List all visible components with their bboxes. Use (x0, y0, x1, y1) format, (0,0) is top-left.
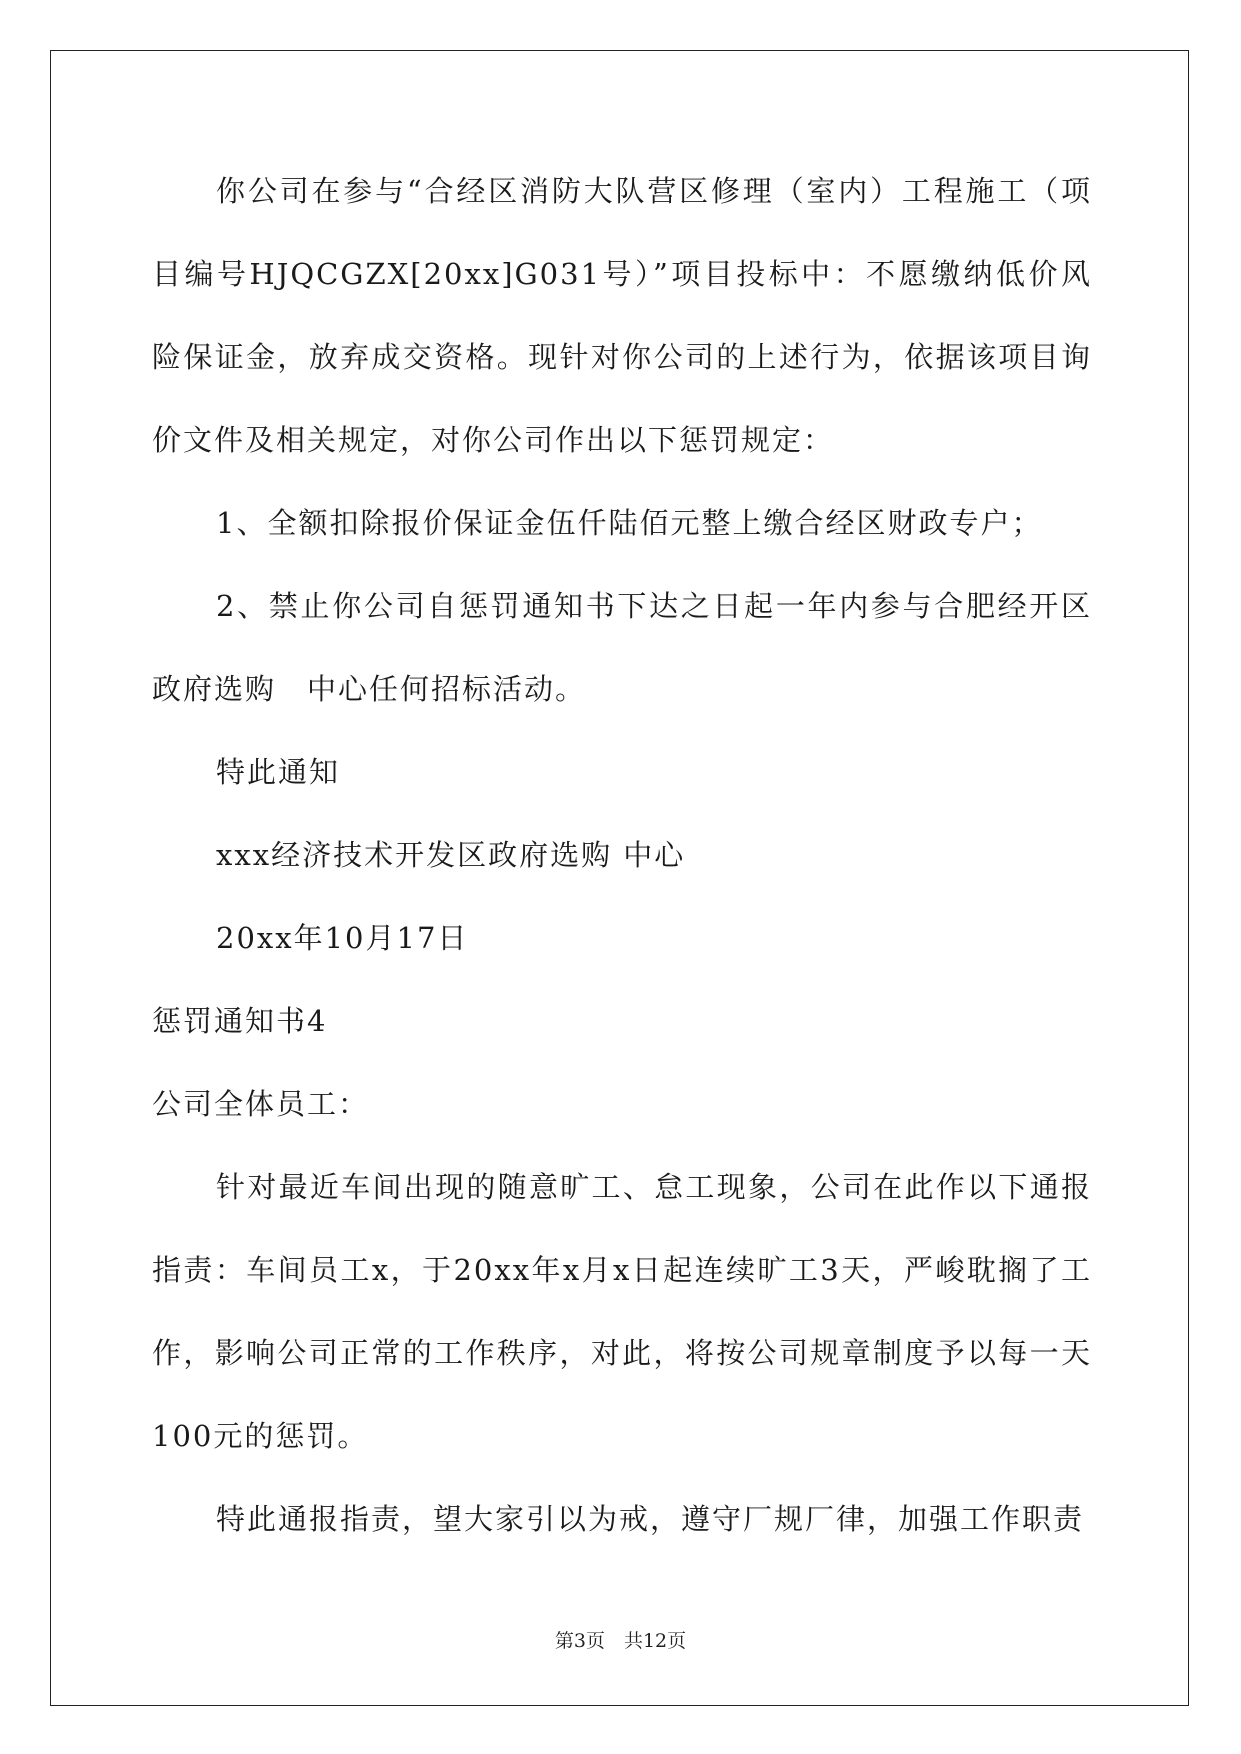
paragraph-issuer: xxx经济技术开发区政府选购 中心 (216, 838, 686, 872)
page-number-footer: 第3页 共12页 (554, 1630, 687, 1652)
section-heading: 惩罚通知书4 (152, 1004, 328, 1038)
paragraph-absence-report: 针对最近车间出现的随意旷工、怠工现象，公司在此作以下通报指责：车间员工x，于20xx年x月x日起连续旷工3天，严峻耽搁了工作，影响公司正常的工作秩序，对此，将按公司规章制度予以每一天100元的惩罚。 (152, 1170, 1092, 1453)
paragraph-salutation: 公司全体员工： (152, 1087, 370, 1121)
paragraph-penalty-item-2: 2、禁止你公司自惩罚通知书下达之日起一年内参与合肥经开区政府选购 中心任何招标活动。 (152, 589, 1092, 706)
paragraph-project-violation: 你公司在参与“合经区消防大队营区修理（室内）工程施工（项目编号HJQCGZX[20xx]G031号）”项目投标中：不愿缴纳低价风险保证金，放弃成交资格。现针对你公司的上述行为，依据该项目询价文件及相关规定，对你公司作出以下惩罚规定： (152, 174, 1092, 457)
document-body (152, 150, 1092, 1561)
paragraph-date: 20xx年10月17日 (216, 921, 469, 955)
paragraph-notice-closing: 特此通知 (216, 755, 341, 789)
paragraph-warning: 特此通报指责，望大家引以为戒，遵守厂规厂律，加强工作职责 (216, 1502, 1085, 1536)
paragraph-penalty-item-1: 1、全额扣除报价保证金伍仟陆佰元整上缴合经区财政专户； (216, 506, 1043, 540)
